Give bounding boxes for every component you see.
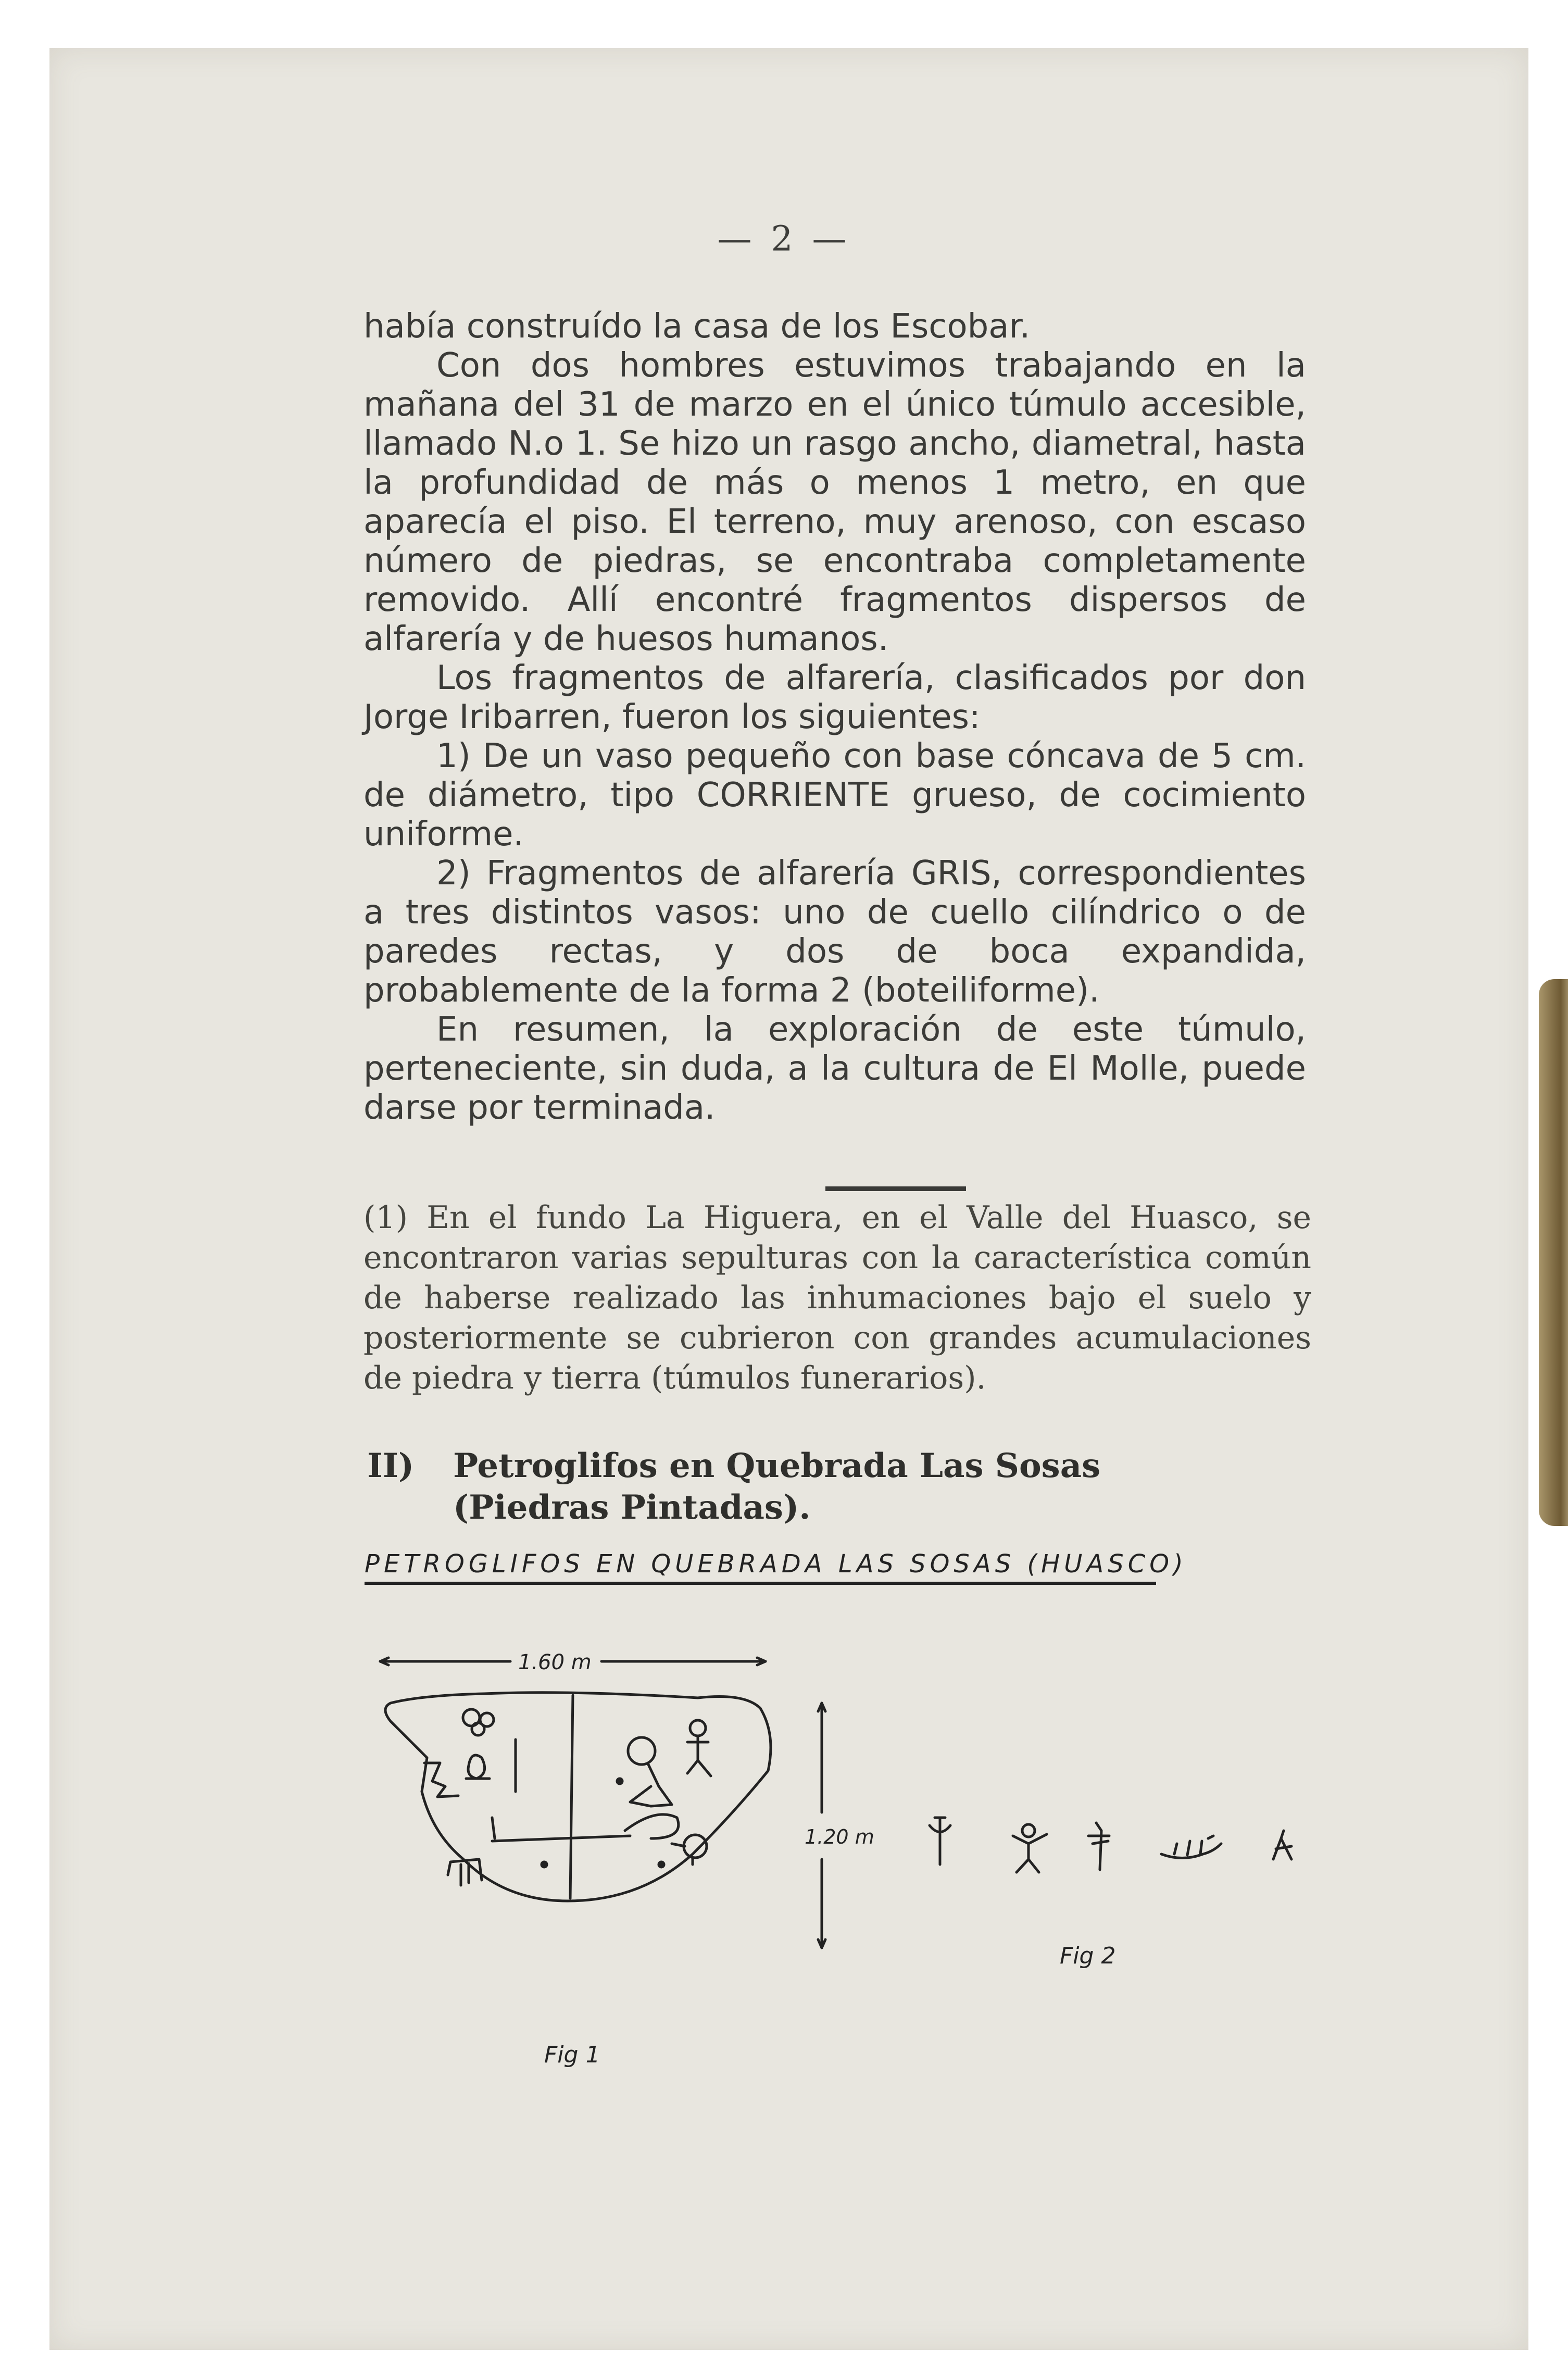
fig2-label: Fig 2: [1060, 1943, 1116, 1969]
section-number: II): [367, 1446, 415, 1485]
body-text: [363, 307, 1306, 1128]
width-label: 1.60 m: [518, 1650, 592, 1674]
glyph-bottom-left: [448, 1859, 547, 1885]
semicircle-glyph: [625, 1815, 679, 1838]
paragraph: En resumen, la exploración de este túmulo, perteneciente, sin duda, a la cultura de El Molle, puede darse por terminada.: [363, 1010, 1306, 1127]
section-subtitle: (Piedras Pintadas).: [453, 1488, 811, 1527]
glyph-human-right: [687, 1720, 711, 1776]
petroglyph-drawing: [359, 1630, 1338, 2099]
torn-fold-edge: [1539, 979, 1568, 1526]
rock-division-vertical: [570, 1695, 573, 1898]
glyph-small-figure: [1273, 1831, 1291, 1859]
page-number: — 2 —: [717, 219, 851, 259]
fig1-label: Fig 1: [544, 2042, 600, 2068]
footnote: (1) En el fundo La Higuera, en el Valle del Huasco, se encontraron varias sepulturas con la característica común de haberse realizado las inhumaciones bajo el suelo y posteriormente se cubrieron con grandes acumulaciones de piedra y tierra (túmulos funerarios).: [363, 1199, 1311, 1396]
glyph-cross-figure: [1088, 1823, 1109, 1870]
rock-division-horizontal: [492, 1836, 630, 1841]
height-label: 1.20 m: [805, 1825, 874, 1848]
footnote-separator: [825, 1186, 966, 1191]
glyph-wave: [1161, 1836, 1221, 1858]
figure-caption: PETROGLIFOS EN QUEBRADA LAS SOSAS (HUASCO): [365, 1549, 1156, 1585]
petroglyph-figures: [359, 1630, 1338, 2099]
section-title: Petroglifos en Quebrada Las Sosas: [453, 1446, 1101, 1485]
glyph-left-edge: [424, 1763, 458, 1797]
glyph-figure-right: [617, 1737, 672, 1806]
paragraph: había construído la casa de los Escobar.: [363, 307, 1031, 346]
glyph-figure-left: [466, 1755, 490, 1779]
list-item: 1) De un vaso pequeño con base cóncava de 5 cm. de diámetro, tipo CORRIENTE grueso, de cocimiento uniforme.: [363, 737, 1306, 854]
glyph-trident: [930, 1818, 950, 1865]
glyph-human-dancer: [1013, 1824, 1047, 1872]
paragraph: Con dos hombres estuvimos trabajando en la mañana del 31 de marzo en el único túmulo accesible, llamado N.o 1. Se hizo un rasgo ancho, diametral, hasta la profundidad de más o menos 1 metro, en que aparecía el piso. El terreno, muy arenoso, con escaso número de piedras, se encontraba completamente removido. Allí encontré fragmentos dispersos de alfarería y de huesos humanos.: [363, 346, 1306, 658]
section-heading: [367, 1445, 1252, 1529]
glyph-spiral-top: [463, 1709, 494, 1735]
list-item: 2) Fragmentos de alfarería GRIS, correspondientes a tres distintos vasos: uno de cuello cilíndrico o de paredes rectas, y dos de boca expandida, probablemente de la forma 2 (boteiliforme).: [363, 854, 1306, 1010]
paragraph: Los fragmentos de alfarería, clasificados por don Jorge Iribarren, fueron los siguientes:: [363, 659, 1306, 736]
